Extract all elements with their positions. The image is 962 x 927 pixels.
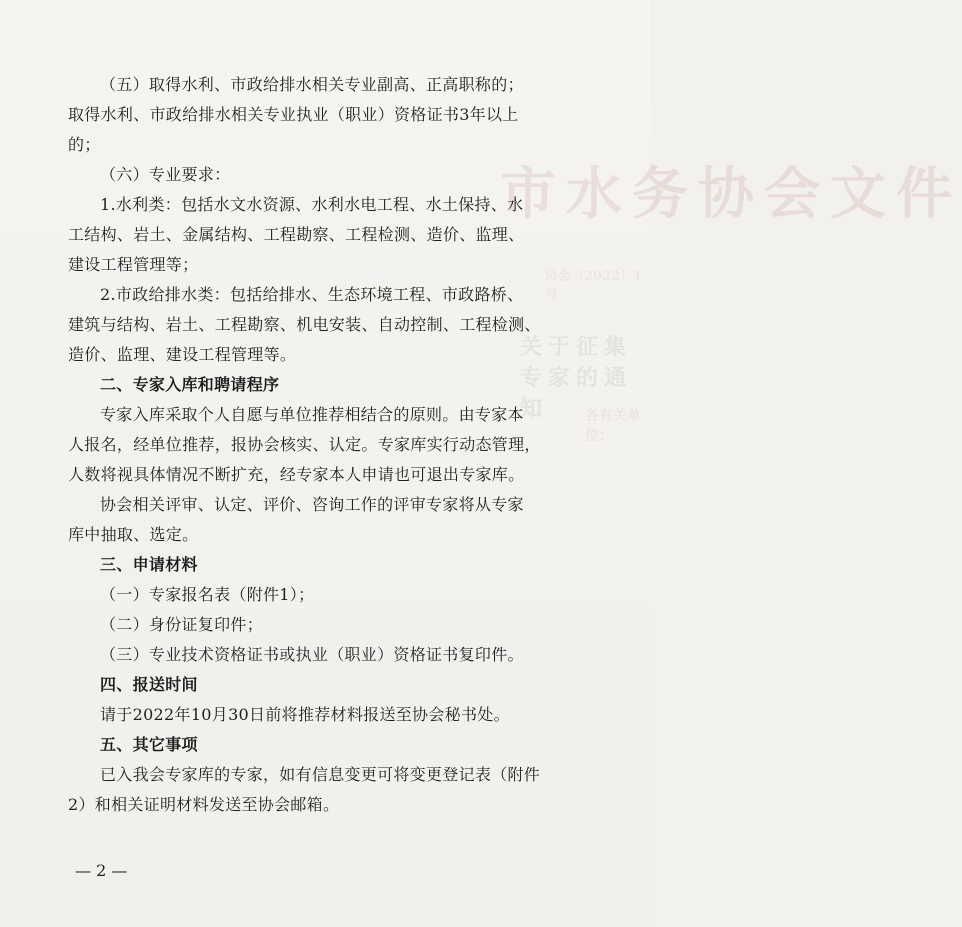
bleed-through-text: 关于征集专家的通知 xyxy=(520,334,633,422)
paragraph-line: 1.水利类：包括水文水资源、水利水电工程、水土保持、水 xyxy=(100,195,524,214)
paragraph-line: 的； xyxy=(68,135,101,154)
paragraph-line: 协会相关评审、认定、评价、咨询工作的评审专家将从专家 xyxy=(100,495,524,514)
bleed-through-text: 协会〔2022〕1号 xyxy=(545,269,643,303)
paragraph-line: 专家入库采取个人自愿与单位推荐相结合的原则。由专家本 xyxy=(100,405,524,424)
bleed-through-title: 市水务协会文件 xyxy=(500,161,962,227)
paragraph-line: （一）专家报名表（附件1）； xyxy=(100,585,315,604)
bleed-through-text: 各有关单位： xyxy=(585,408,641,444)
section-heading: 四、报送时间 xyxy=(100,675,198,694)
paragraph-line: 请于2022年10月30日前将推荐材料报送至协会秘书处。 xyxy=(100,705,510,724)
paragraph-line: （二）身份证复印件； xyxy=(100,615,264,634)
paragraph-line: 已入我会专家库的专家，如有信息变更可将变更登记表（附件 xyxy=(100,765,541,784)
paragraph-line: 取得水利、市政给排水相关专业执业（职业）资格证书3年以上 xyxy=(68,105,519,124)
paragraph-line: （六）专业要求： xyxy=(100,165,231,184)
paragraph-line: 2）和相关证明材料发送至协会邮箱。 xyxy=(68,795,340,814)
paragraph-line: （五）取得水利、市政给排水相关专业副高、正高职称的； xyxy=(100,75,524,94)
paragraph-line: 人数将视具体情况不断扩充，经专家本人申请也可退出专家库。 xyxy=(68,465,525,484)
paragraph-line: 建设工程管理等； xyxy=(68,255,199,274)
paragraph-line: 库中抽取、选定。 xyxy=(68,525,199,544)
paragraph-line: （三）专业技术资格证书或执业（职业）资格证书复印件。 xyxy=(100,645,524,664)
section-heading: 五、其它事项 xyxy=(100,735,198,754)
section-heading: 二、专家入库和聘请程序 xyxy=(100,375,280,394)
paragraph-line: 2.市政给排水类：包括给排水、生态环境工程、市政路桥、 xyxy=(100,285,524,304)
paragraph-line: 建筑与结构、岩土、工程勘察、机电安装、自动控制、工程检测、 xyxy=(68,315,541,334)
document-body xyxy=(68,70,588,820)
paragraph-line: 人报名，经单位推荐，报协会核实、认定。专家库实行动态管理， xyxy=(68,435,541,454)
paragraph-line: 工结构、岩土、金属结构、工程勘察、工程检测、造价、监理、 xyxy=(68,225,525,244)
paragraph-line: 造价、监理、建设工程管理等。 xyxy=(68,345,297,364)
section-heading: 三、申请材料 xyxy=(100,555,198,574)
page-number: — 2 — xyxy=(75,861,128,880)
